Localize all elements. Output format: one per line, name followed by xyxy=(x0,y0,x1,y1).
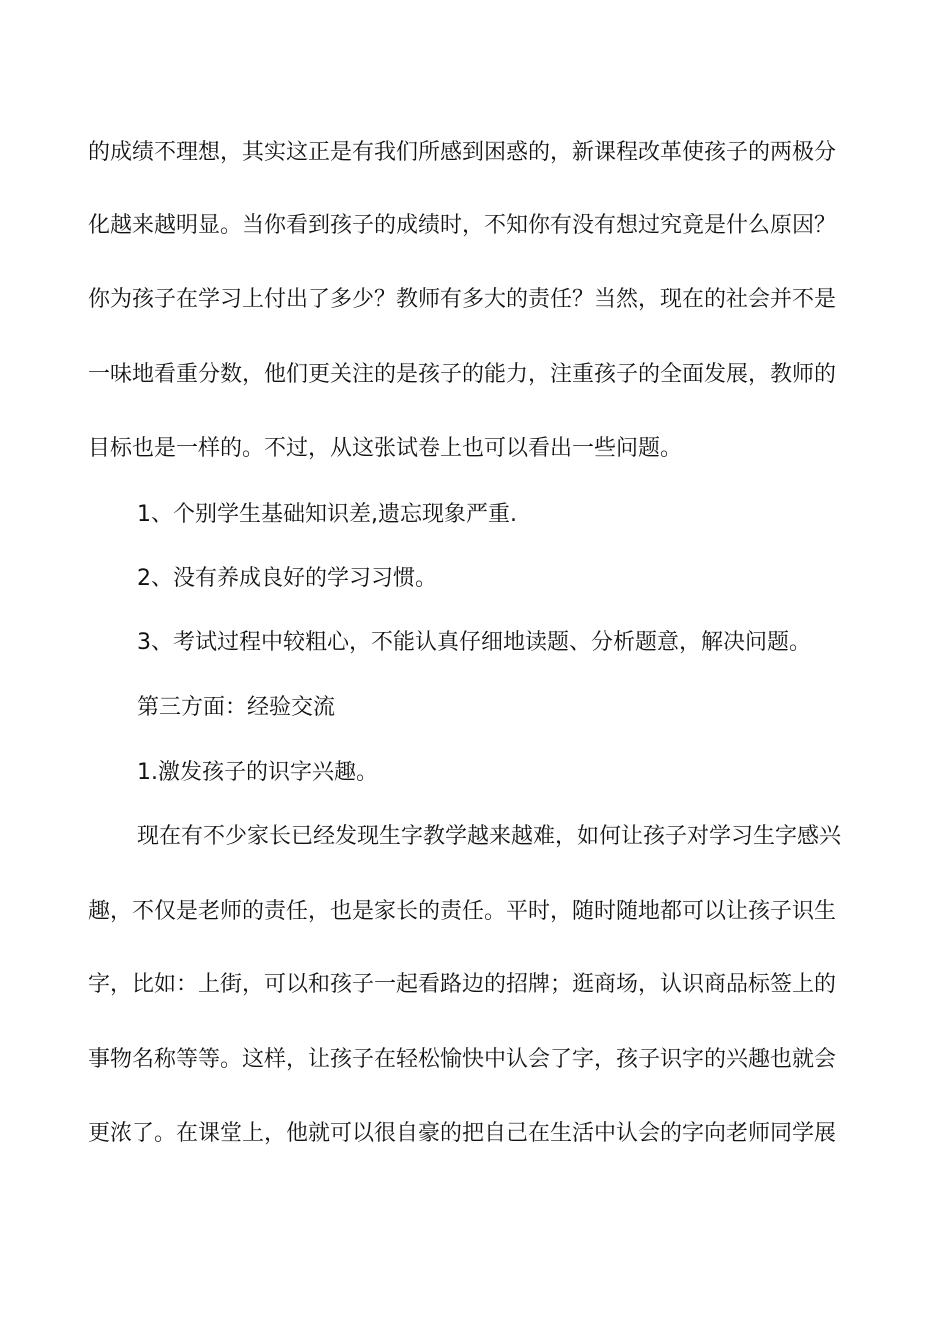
paragraph-line: 的成绩不理想，其实这正是有我们所感到困惑的，新课程改革使孩子的两极分 xyxy=(88,140,837,165)
paragraph-line: 你为孩子在学习上付出了多少？教师有多大的责任？当然，现在的社会并不是 xyxy=(88,287,837,312)
list-item: 3、考试过程中较粗心，不能认真仔细地读题、分析题意，解决问题。 xyxy=(137,630,811,655)
paragraph-line: 更浓了。在课堂上，他就可以很自豪的把自己在生活中认会的字向老师同学展 xyxy=(88,1121,837,1146)
paragraph-line: 一味地看重分数，他们更关注的是孩子的能力，注重孩子的全面发展，教师的 xyxy=(88,362,837,387)
paragraph-line: 目标也是一样的。不过，从这张试卷上也可以看出一些问题。 xyxy=(88,436,683,461)
paragraph-line: 字，比如：上街，可以和孩子一起看路边的招牌；逛商场，认识商品标签上的 xyxy=(88,972,837,997)
paragraph-line: 现在有不少家长已经发现生字教学越来越难，如何让孩子对学习生字感兴 xyxy=(137,824,842,849)
list-item: 1、个别学生基础知识差,遗忘现象严重. xyxy=(137,502,517,527)
list-item: 2、没有养成良好的学习习惯。 xyxy=(137,566,437,591)
paragraph-line: 化越来越明显。当你看到孩子的成绩时，不知你有没有想过究竟是什么原因？ xyxy=(88,213,837,238)
section-heading: 第三方面：经验交流 xyxy=(137,695,336,720)
subsection-heading: 1.激发孩子的识字兴趣。 xyxy=(137,760,378,785)
paragraph-line: 事物名称等等。这样，让孩子在轻松愉快中认会了字，孩子识字的兴趣也就会 xyxy=(88,1047,837,1072)
paragraph-line: 趣，不仅是老师的责任，也是家长的责任。平时，随时随地都可以让孩子识生 xyxy=(88,899,837,924)
